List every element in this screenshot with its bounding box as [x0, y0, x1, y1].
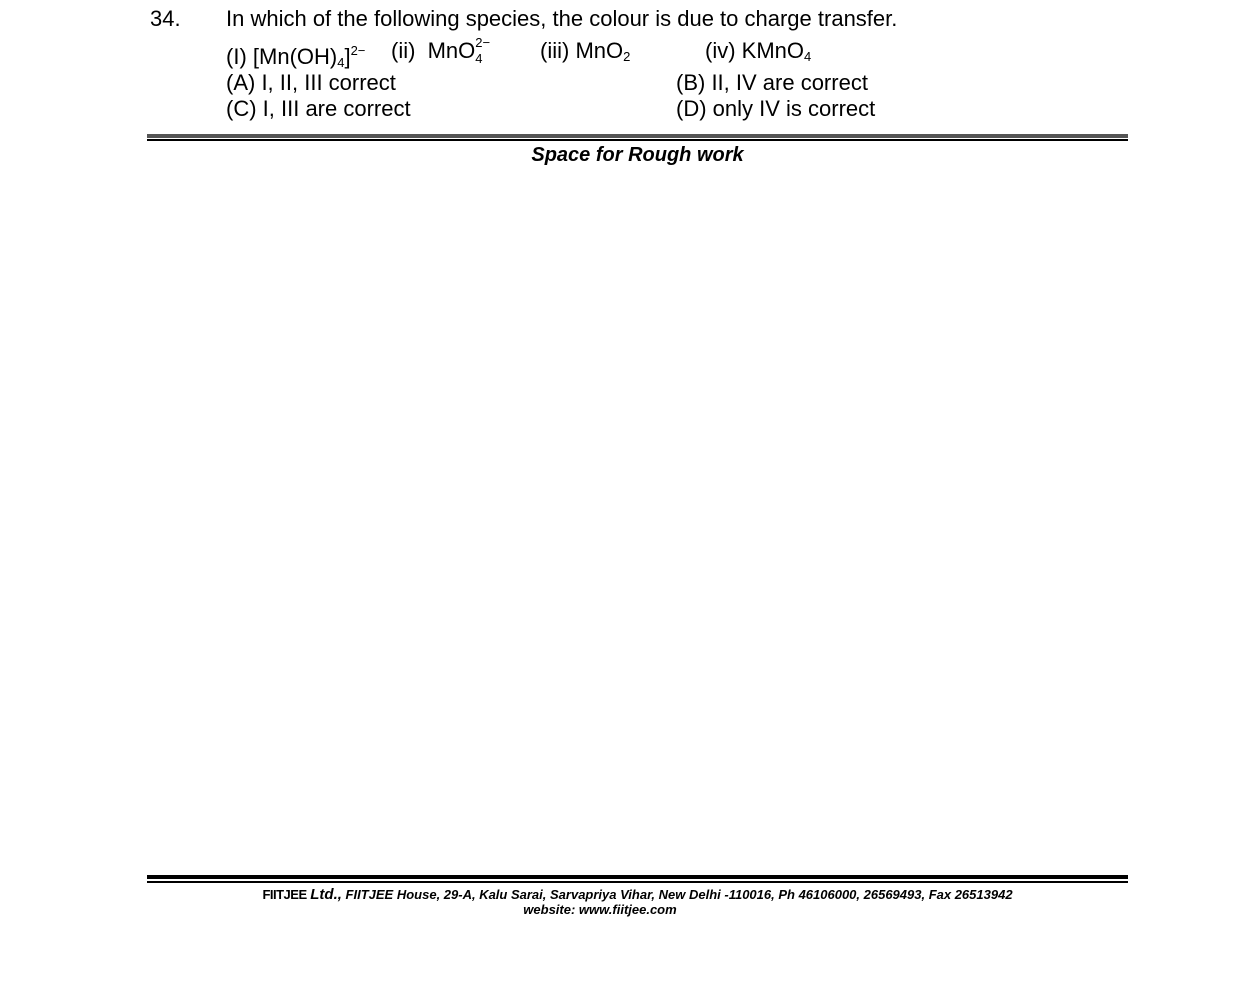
footer-rule — [147, 875, 1128, 884]
footer-rule-thick-line — [147, 875, 1128, 879]
species-3 — [540, 38, 630, 70]
species-2-charge-stack — [475, 35, 493, 66]
species-1-subscript: 4 — [337, 55, 345, 70]
option-b: (B) II, IV are correct — [676, 70, 868, 95]
species-1-formula: [Mn(OH) — [252, 44, 338, 69]
footer-website: website: www.fiitjee.com — [523, 902, 677, 917]
species-4 — [705, 38, 811, 70]
species-1-bracket: ] — [344, 44, 351, 69]
top-rule — [147, 134, 1128, 142]
species-1-superscript: 2− — [350, 43, 366, 58]
species-4-label: (iv) — [705, 38, 736, 63]
top-rule-thin-line — [147, 139, 1128, 141]
species-2 — [391, 35, 493, 66]
footer-ltd: Ltd., — [310, 886, 342, 903]
species-3-subscript: 2 — [623, 49, 631, 64]
question-number: 34. — [150, 6, 181, 31]
question-text: In which of the following species, the colour is due to charge transfer. — [226, 6, 898, 31]
option-d: (D) only IV is correct — [676, 96, 876, 121]
species-2-superscript: 2− — [475, 35, 491, 50]
option-a: (A) I, II, III correct — [226, 70, 396, 95]
option-c: (C) I, III are correct — [226, 96, 411, 121]
footer-rule-thin-line — [147, 881, 1128, 883]
footer-brand: FIITJEE — [262, 887, 307, 902]
top-rule-thick-line — [147, 134, 1128, 138]
species-3-label: (iii) — [540, 38, 570, 63]
species-1-label: (I) — [226, 44, 247, 69]
species-2-subscript: 4 — [475, 51, 483, 66]
species-4-subscript: 4 — [804, 49, 812, 64]
footer-address: FIITJEE House, 29-A, Kalu Sarai, Sarvapriya Vihar, New Delhi -110016, Ph 46106000, 26569493, Fax 26513942 — [345, 887, 1013, 902]
rough-work-heading: Space for Rough work — [531, 144, 744, 166]
species-3-formula: MnO — [575, 38, 624, 63]
species-2-label: (ii) — [391, 38, 416, 63]
species-2-formula: MnO — [427, 38, 476, 63]
footer-address-line — [147, 886, 1128, 903]
species-4-formula: KMnO — [741, 38, 805, 63]
